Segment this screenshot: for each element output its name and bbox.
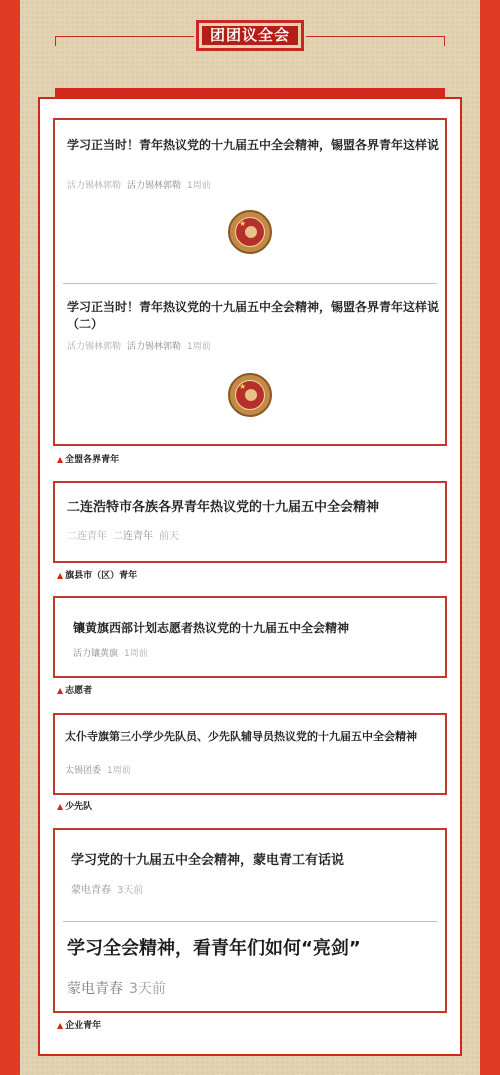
article-source: 活力锡林郭勒 [67, 181, 122, 191]
article-source: 太锡团委 [65, 766, 102, 776]
category-caption: ▲ 全盟各界青年 [57, 455, 120, 465]
post-divider [63, 283, 437, 284]
article-meta [65, 763, 137, 776]
article-card [53, 713, 447, 795]
post-divider [63, 921, 437, 922]
article-meta [67, 527, 185, 542]
article-source: 蒙电青春 [67, 981, 123, 997]
category-caption: ▲ 旗县市（区）青年 [57, 571, 138, 581]
section-title-label: 团团议全会 [202, 26, 298, 45]
category-caption: ▲ 企业青年 [57, 1021, 102, 1031]
category-caption: ▲ 志愿者 [57, 686, 93, 696]
article-title-link[interactable]: 学习正当时！青年热议党的十九届五中全会精神，锡盟各界青年这样说（二） [67, 300, 440, 331]
article-meta [67, 978, 172, 998]
article-author: 活力锡林郭勒 [127, 181, 182, 191]
header-tick-right [444, 36, 445, 46]
article-time: 1周前 [107, 766, 131, 776]
article-time: 前天 [159, 531, 179, 542]
header-tick-left [55, 36, 56, 46]
article-time: 3天前 [117, 885, 144, 896]
article-source: 活力镶黄旗 [73, 649, 119, 659]
article-title-link[interactable]: 镶黄旗西部计划志愿者热议党的十九届五中全会精神 [73, 621, 350, 635]
article-time: 1周前 [124, 649, 148, 659]
article-time: 3天前 [129, 981, 166, 997]
article-source: 蒙电青春 [71, 885, 111, 896]
article-meta [73, 646, 154, 659]
article-title-link[interactable]: 学习全会精神，看青年们如何“亮剑” [67, 938, 361, 959]
article-meta [67, 178, 217, 191]
article-title-link[interactable]: 太仆寺旗第三小学少先队员、少先队辅导员热议党的十九届五中全会精神 [65, 730, 417, 743]
article-title-link[interactable]: 二连浩特市各族各界青年热议党的十九届五中全会精神 [67, 500, 380, 515]
article-card [53, 828, 447, 1013]
article-source: 二连青年 [67, 531, 107, 542]
article-card [53, 481, 447, 563]
article-source: 活力锡林郭勒 [67, 342, 122, 352]
section-title [196, 20, 304, 51]
article-meta [67, 339, 217, 352]
header-rule-left [55, 36, 194, 37]
article-card [53, 118, 447, 446]
article-time: 1周前 [187, 181, 211, 191]
article-title-link[interactable]: 学习正当时！青年热议党的十九届五中全会精神，锡盟各界青年这样说 [67, 138, 440, 152]
account-logo: ★ [228, 210, 272, 254]
article-title-link[interactable]: 学习党的十九届五中全会精神，蒙电青工有话说 [71, 853, 345, 868]
article-card [53, 596, 447, 678]
account-logo: ★ [228, 373, 272, 417]
article-author: 二连青年 [113, 531, 153, 542]
article-meta [71, 881, 149, 896]
header-rule-right [306, 36, 445, 37]
article-time: 1周前 [187, 342, 211, 352]
article-author: 活力锡林郭勒 [127, 342, 182, 352]
top-red-bar [55, 88, 445, 97]
category-caption: ▲ 少先队 [57, 802, 93, 812]
